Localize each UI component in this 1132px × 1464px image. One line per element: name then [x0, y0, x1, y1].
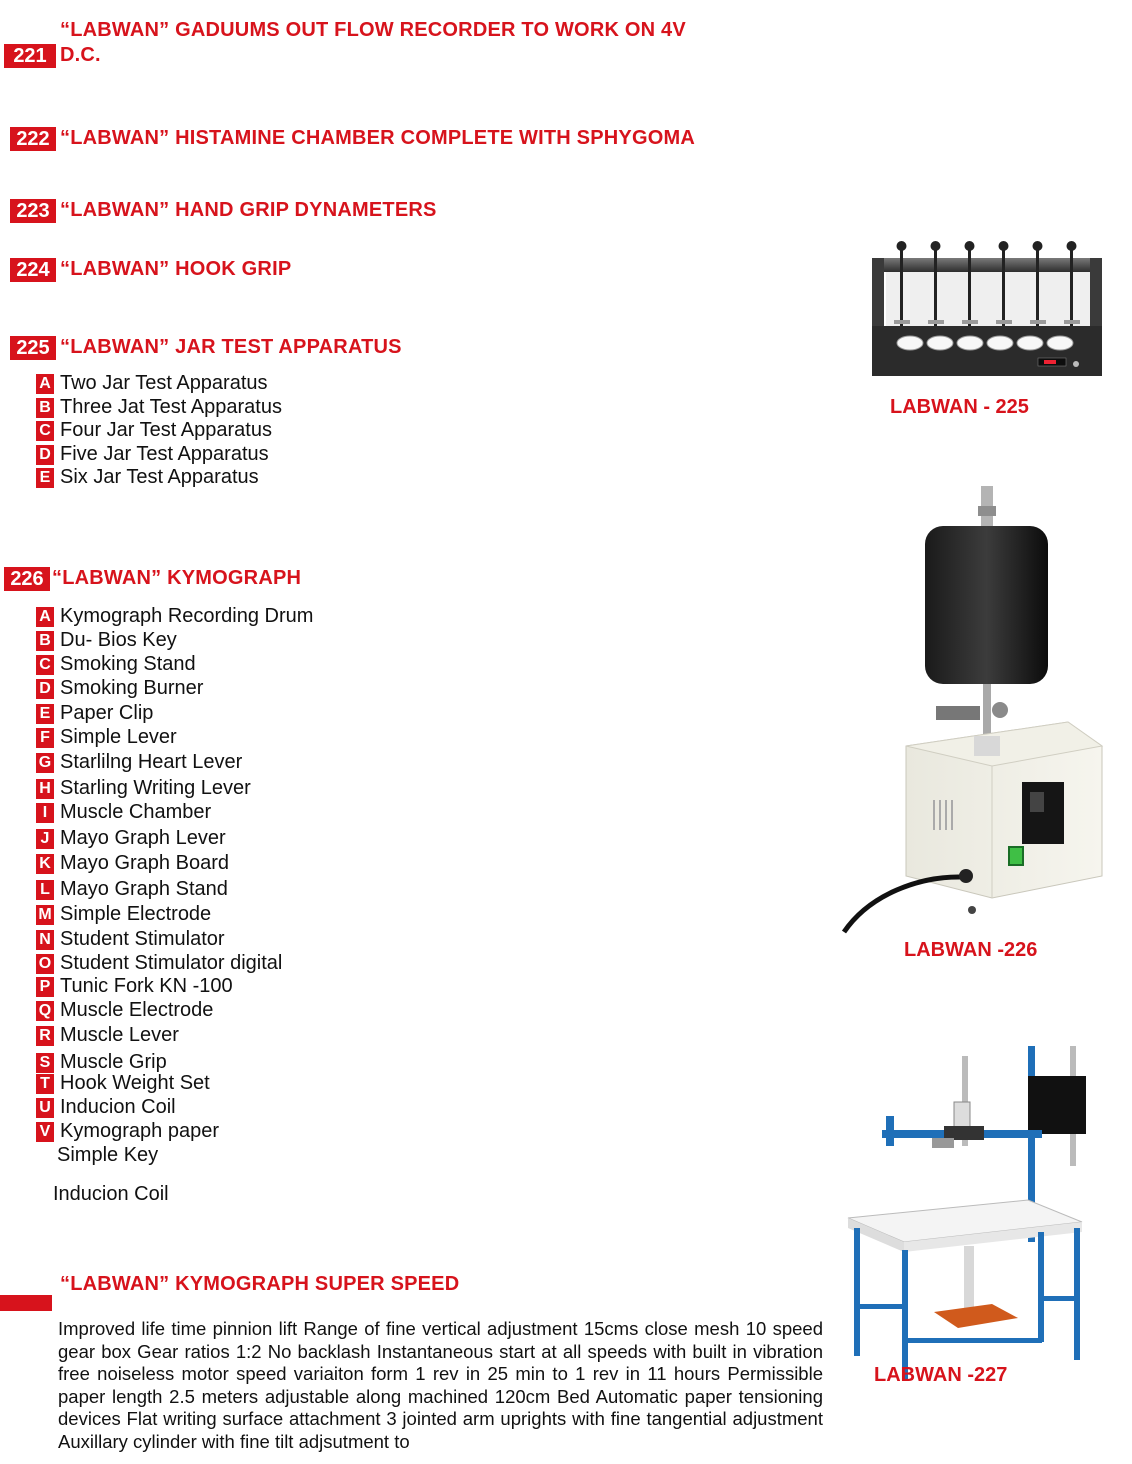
item-text: Starling Writing Lever — [60, 777, 251, 799]
caption-labwan-226: LABWAN -226 — [904, 939, 1038, 961]
item-letter: E — [36, 704, 54, 724]
section-number-223: 223 — [10, 199, 56, 223]
section-title-221-line1: “LABWAN” GADUUMS OUT FLOW RECORDER TO WORK ON 4V — [60, 19, 686, 41]
item-letter: G — [36, 753, 54, 773]
item-letter: P — [36, 977, 54, 997]
item-text: Two Jar Test Apparatus — [60, 372, 268, 394]
item-text: Three Jat Test Apparatus — [60, 396, 282, 418]
section-title-222: “LABWAN” HISTAMINE CHAMBER COMPLETE WITH SPHYGOMA — [60, 127, 695, 149]
item-text: Kymograph paper — [60, 1120, 219, 1142]
item-letter: A — [36, 607, 54, 627]
list-item — [36, 952, 282, 974]
kymograph-super-speed-image — [842, 1042, 1112, 1390]
section-227-description: Improved life time pinnion lift Range of fine vertical adjustment 15cms close mesh 10 speed gear box Gear ratios 1:2 No backlash Instantaneous start at all speeds with built in vibration free noiseless motor speed variaiton form 1 rev in 25 min to 1 rev in 11 hours Permissible paper length 2.5 meters adjustable along machined 120cm Bed Automatic paper tensioning devices Flat writing surface attachment 3 jointed arm uprights with fine tangential adjustment Auxillary cylinder with fine tilt adjsutment to — [58, 1318, 823, 1452]
list-item — [36, 372, 268, 394]
list-item — [36, 751, 242, 773]
list-item — [36, 975, 233, 997]
item-letter: O — [36, 954, 54, 974]
item-letter: F — [36, 728, 54, 748]
caption-labwan-225: LABWAN - 225 — [890, 396, 1029, 418]
item-letter: B — [36, 631, 54, 651]
list-item — [36, 1096, 176, 1118]
item-text: Mayo Graph Lever — [60, 827, 226, 849]
item-text: Muscle Lever — [60, 1024, 179, 1046]
item-text: Du- Bios Key — [60, 629, 177, 651]
kymograph-image — [840, 484, 1104, 940]
item-letter: S — [36, 1053, 54, 1073]
list-item — [36, 605, 313, 627]
item-text: Smoking Stand — [60, 653, 196, 675]
list-item — [36, 702, 153, 724]
item-text: Tunic Fork KN -100 — [60, 975, 233, 997]
jar-test-apparatus-image — [868, 240, 1108, 382]
item-text: Starlilng Heart Lever — [60, 751, 243, 773]
item-letter: C — [36, 655, 54, 675]
list-item — [36, 653, 196, 675]
item-letter: E — [36, 468, 54, 488]
list-item — [36, 928, 225, 950]
item-text: Kymograph Recording Drum — [60, 605, 314, 627]
section-title-221-line2: D.C. — [60, 44, 101, 66]
item-letter: K — [36, 854, 54, 874]
item-letter: I — [36, 803, 54, 823]
list-item — [36, 999, 213, 1021]
item-text: Paper Clip — [60, 702, 154, 724]
list-item — [36, 852, 229, 874]
item-letter: A — [36, 374, 54, 394]
list-item — [36, 903, 211, 925]
list-item — [36, 677, 203, 699]
item-letter: Q — [36, 1001, 54, 1021]
section-title-225: “LABWAN” JAR TEST APPARATUS — [60, 336, 402, 358]
section-number-226: 226 — [4, 567, 50, 591]
item-text: Five Jar Test Apparatus — [60, 443, 269, 465]
item-letter: L — [36, 880, 54, 900]
item-text: Six Jar Test Apparatus — [60, 466, 259, 488]
item-letter: D — [36, 679, 54, 699]
item-text: Mayo Graph Stand — [60, 878, 228, 900]
section-title-223: “LABWAN” HAND GRIP DYNAMETERS — [60, 199, 437, 221]
item-letter: V — [36, 1122, 54, 1142]
section-title-226: “LABWAN” KYMOGRAPH — [52, 567, 302, 589]
item-letter: D — [36, 445, 54, 465]
item-letter: C — [36, 421, 54, 441]
item-text: Mayo Graph Board — [60, 852, 229, 874]
item-letter: U — [36, 1098, 54, 1118]
item-letter: M — [36, 905, 54, 925]
list-item — [36, 1051, 167, 1073]
list-item — [36, 878, 228, 900]
list-item — [36, 726, 177, 748]
item-text: Muscle Grip — [60, 1051, 167, 1073]
item-text: Smoking Burner — [60, 677, 204, 699]
list-item — [36, 801, 211, 823]
section-number-221: 221 — [4, 44, 56, 68]
list-item — [36, 629, 177, 651]
item-text: Student Stimulator — [60, 928, 225, 950]
list-item — [36, 827, 226, 849]
caption-labwan-227: LABWAN -227 — [874, 1364, 1008, 1386]
item-text: Simple Lever — [60, 726, 177, 748]
list-item — [36, 1072, 210, 1094]
list-item — [36, 1120, 219, 1142]
item-letter: J — [36, 829, 54, 849]
list-item — [36, 1024, 179, 1046]
extra-item-simple-key: Simple Key — [57, 1144, 159, 1166]
item-text: Muscle Chamber — [60, 801, 212, 823]
list-item — [36, 777, 251, 799]
item-text: Inducion Coil — [60, 1096, 176, 1118]
section-number-222: 222 — [10, 127, 56, 151]
list-item — [36, 396, 282, 418]
item-letter: H — [36, 779, 54, 799]
list-item — [36, 443, 269, 465]
item-letter: R — [36, 1026, 54, 1046]
item-letter: N — [36, 930, 54, 950]
list-item — [36, 466, 259, 488]
item-text: Muscle Electrode — [60, 999, 214, 1021]
section-number-225: 225 — [10, 336, 56, 360]
item-text: Four Jar Test Apparatus — [60, 419, 272, 441]
extra-item-inducion-coil: Inducion Coil — [53, 1183, 169, 1205]
item-text: Simple Electrode — [60, 903, 212, 925]
item-text: Student Stimulator digital — [60, 952, 283, 974]
list-item — [36, 419, 272, 441]
section-number-227-bar — [0, 1295, 52, 1311]
section-title-224: “LABWAN” HOOK GRIP — [60, 258, 292, 280]
section-title-227: “LABWAN” KYMOGRAPH SUPER SPEED — [60, 1273, 460, 1295]
item-letter: B — [36, 398, 54, 418]
item-text: Hook Weight Set — [60, 1072, 210, 1094]
item-letter: T — [36, 1074, 54, 1094]
section-number-224: 224 — [10, 258, 56, 282]
